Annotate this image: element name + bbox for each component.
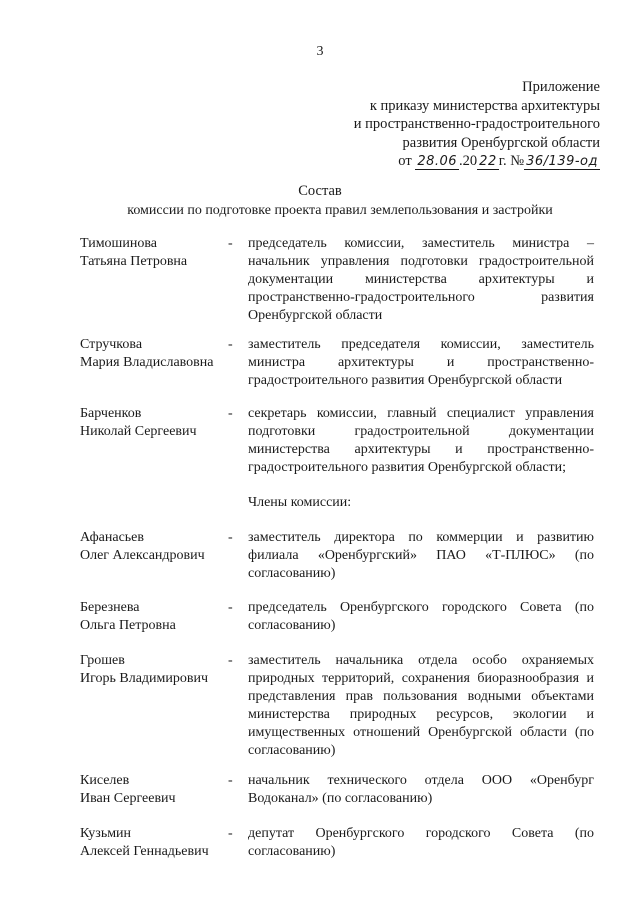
member-description: заместитель председателя комиссии, заместитель министра архитектуры и пространственно-градостроительного развития Оренбургской области (248, 337, 594, 388)
member-name (80, 336, 230, 372)
member-description: начальник технического отдела ООО «Оренбург Водоканал» (по согласованию) (248, 773, 594, 806)
appendix-line-1: Приложение (522, 79, 600, 95)
member-surname: Березнева (80, 600, 140, 615)
member-surname: Киселев (80, 773, 130, 788)
member-given-name: Олег Александрович (80, 548, 205, 563)
member-dash: - (228, 530, 233, 545)
handwritten-year: 22 (479, 154, 497, 169)
member-given-name: Мария Владиславовна (80, 355, 214, 370)
year-prefix: .20 (459, 153, 478, 169)
date-prefix: от (398, 153, 412, 169)
member-dash: - (228, 600, 233, 615)
member-surname: Грошев (80, 653, 125, 668)
member-dash: - (228, 773, 233, 788)
member-surname: Афанасьев (80, 530, 144, 545)
member-description: председатель комиссии, заместитель министра – начальник управления подготовки градостроительной документации министерства архитектуры и пространственно-градостроительного развития Оренбургской области (248, 236, 594, 323)
member-dash: - (228, 236, 233, 251)
member-name (80, 772, 230, 808)
handwritten-date: 28.06 (417, 154, 458, 169)
appendix-line-2: к приказу министерства архитектуры (369, 97, 600, 114)
member-surname: Барченков (80, 406, 142, 421)
member-given-name: Алексей Геннадьевич (80, 844, 209, 859)
appendix-line-3: и пространственно-градостроительного (353, 116, 600, 132)
document-subtitle: комиссии по подготовке проекта правил землепользования и застройки (127, 203, 553, 218)
member-given-name: Татьяна Петровна (80, 254, 188, 269)
member-name (80, 235, 230, 271)
member-description: заместитель начальника отдела особо охраняемых природных территорий, сохранения биоразнообразия и представления прав пользования водными объектами министерства природных ресурсов, экологии и имущественных отношений Оренбургской области (по согласованию) (248, 653, 594, 758)
appendix-line-4: развития Оренбургской области (402, 134, 600, 151)
member-description: депутат Оренбургского городского Совета (по согласованию) (248, 826, 594, 859)
member-given-name: Николай Сергеевич (80, 424, 197, 439)
handwritten-order-number: 36/139-од (526, 154, 598, 169)
member-surname: Стручкова (80, 337, 143, 352)
member-given-name: Игорь Владимирович (80, 671, 209, 686)
member-name (80, 825, 230, 861)
appendix-block (354, 78, 600, 171)
year-suffix: г. № (498, 153, 525, 169)
member-name (80, 405, 230, 441)
order-date-line (398, 152, 600, 171)
member-surname: Тимошинова (80, 236, 157, 251)
member-description: секретарь комиссии, главный специалист управления подготовки градостроительной документации министерства архитектуры и пространственно-градостроительного развития Оренбургской области; (248, 406, 594, 475)
page-number: 3 (316, 44, 324, 59)
member-given-name: Иван Сергеевич (80, 791, 176, 806)
member-name (80, 599, 230, 635)
member-dash: - (228, 337, 233, 352)
member-dash: - (228, 653, 233, 668)
member-surname: Кузьмин (80, 826, 132, 841)
member-dash: - (228, 826, 233, 841)
member-name (80, 652, 230, 688)
members-heading: Члены комиссии: (248, 495, 352, 510)
member-description: заместитель директора по коммерции и развитию филиала «Оренбургский» ПАО «Т-ПЛЮС» (по согласованию) (248, 530, 594, 581)
member-given-name: Ольга Петровна (80, 618, 176, 633)
document-title: Состав (298, 183, 342, 199)
member-dash: - (228, 406, 233, 421)
member-description: председатель Оренбургского городского Совета (по согласованию) (248, 600, 594, 633)
member-name (80, 529, 230, 565)
